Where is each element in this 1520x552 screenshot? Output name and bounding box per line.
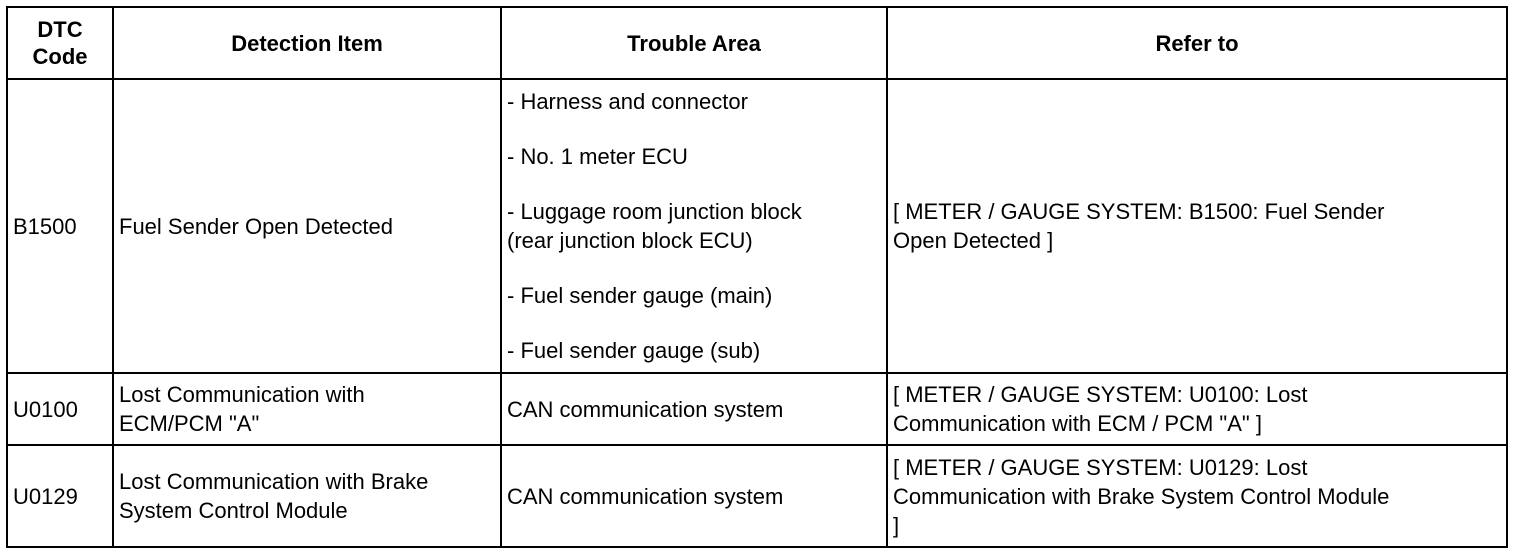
trouble-area-cell (501, 79, 887, 373)
trouble-area-line: CAN communication system (507, 396, 784, 422)
detection-item-line: System Control Module (119, 498, 348, 523)
dtc-table (6, 6, 1508, 548)
refer-to-line: Open Detected ] (893, 228, 1054, 253)
table-row (7, 373, 1507, 445)
detection-item-line: Lost Communication with (119, 382, 365, 407)
refer-to-line: [ METER / GAUGE SYSTEM: B1500: Fuel Sender (893, 199, 1385, 224)
refer-to-line: [ METER / GAUGE SYSTEM: U0129: Lost (893, 454, 1308, 480)
detection-item-cell: Fuel Sender Open Detected (113, 79, 501, 373)
trouble-area-line: - Fuel sender gauge (sub) (507, 338, 761, 363)
trouble-area-line: (rear junction block ECU) (507, 228, 753, 253)
refer-to-link[interactable] (887, 79, 1507, 373)
header-dtc-code-line-2: Code (32, 44, 88, 69)
detection-item-cell (113, 445, 501, 547)
table-row (7, 79, 1507, 373)
trouble-area-cell (501, 373, 887, 445)
table-header-row (7, 7, 1507, 79)
detection-item-cell (113, 373, 501, 445)
trouble-area-line: - Harness and connector (507, 89, 748, 114)
dtc-code-cell: U0129 (7, 445, 113, 547)
refer-to-link[interactable] (887, 445, 1507, 547)
refer-to-link[interactable] (887, 373, 1507, 445)
refer-to-line: ] (893, 512, 900, 538)
header-trouble-area: Trouble Area (501, 7, 887, 79)
refer-to-line: Communication with ECM / PCM "A" ] (893, 411, 1262, 436)
trouble-area-line: - Luggage room junction block (507, 199, 802, 224)
dtc-code-cell: U0100 (7, 373, 113, 445)
header-detection-item: Detection Item (113, 7, 501, 79)
trouble-area-line: CAN communication system (507, 483, 784, 509)
trouble-area-cell (501, 445, 887, 547)
refer-to-line: [ METER / GAUGE SYSTEM: U0100: Lost (893, 382, 1308, 407)
detection-item-line: Lost Communication with Brake (119, 469, 429, 494)
refer-to-line: Communication with Brake System Control Module (893, 483, 1390, 509)
trouble-area-line: - Fuel sender gauge (main) (507, 283, 773, 308)
table-row (7, 445, 1507, 547)
trouble-area-line: - No. 1 meter ECU (507, 144, 688, 169)
dtc-code-cell: B1500 (7, 79, 113, 373)
header-dtc-code (7, 7, 113, 79)
header-refer-to: Refer to (887, 7, 1507, 79)
detection-item-line: ECM/PCM "A" (119, 411, 260, 436)
header-dtc-code-line-1: DTC (37, 17, 83, 42)
